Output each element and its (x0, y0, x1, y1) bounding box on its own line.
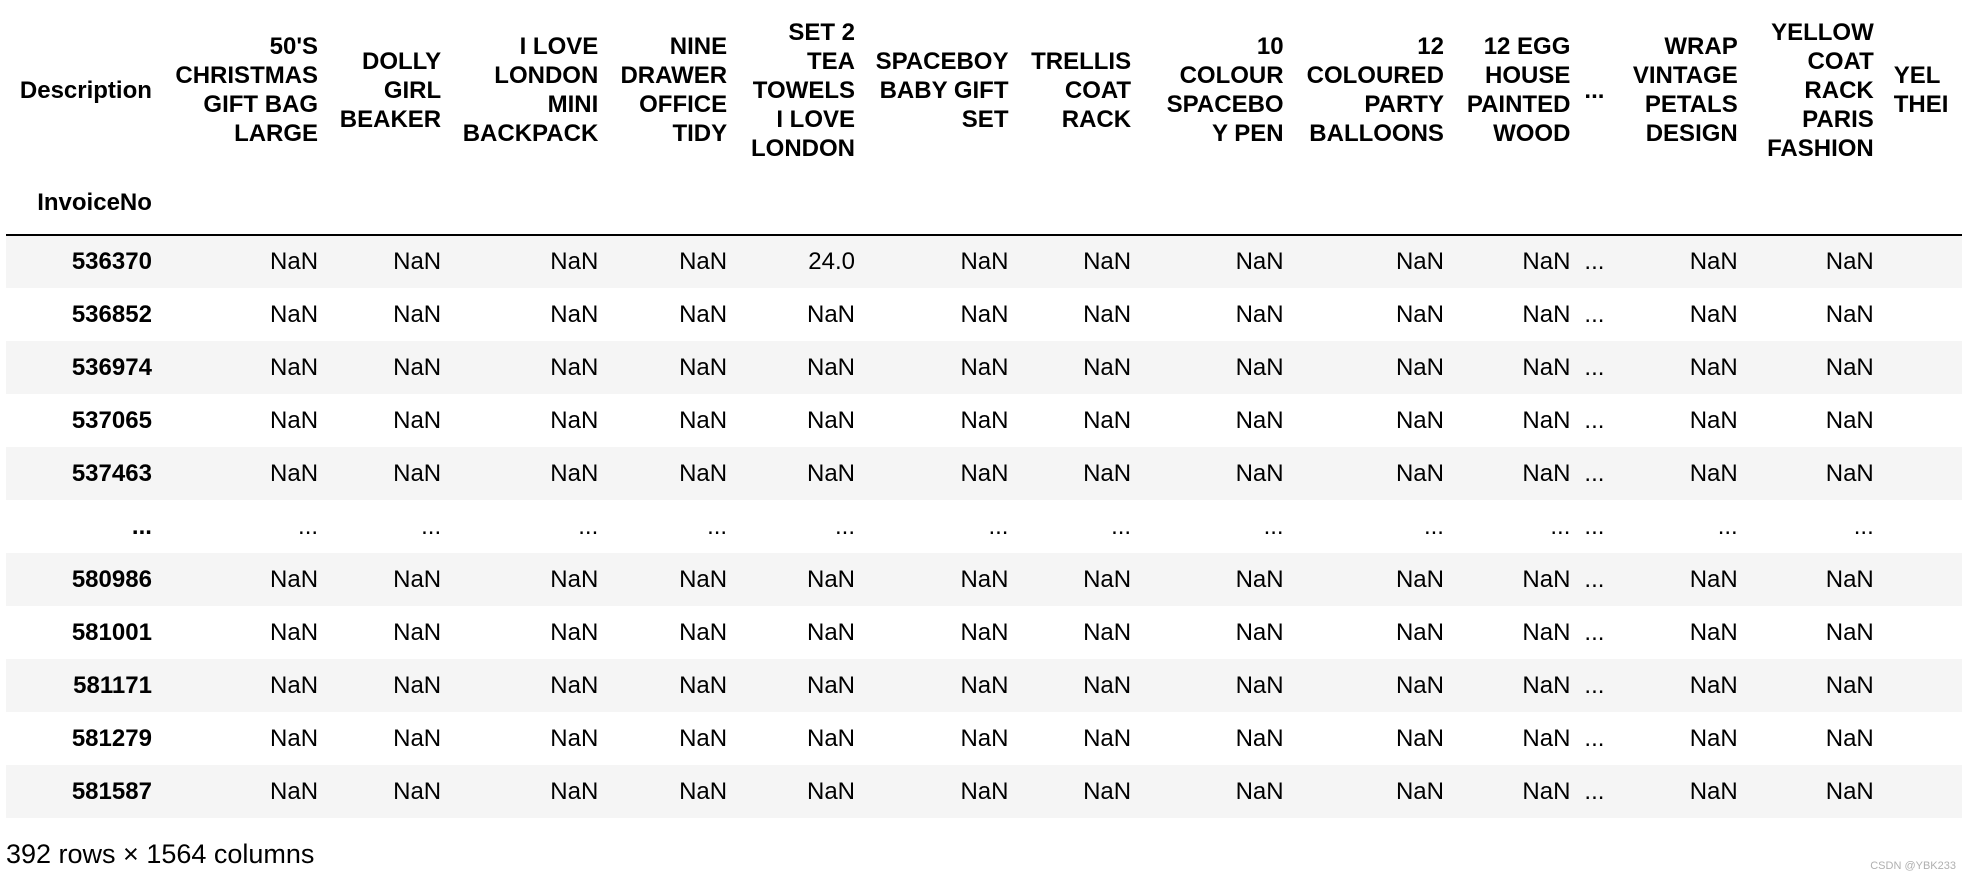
table-cell: NaN (550, 671, 599, 699)
table-cell: NaN (1522, 248, 1571, 275)
table-cell: NaN (1395, 671, 1444, 699)
table-row (6, 235, 1962, 288)
table-cell: ... (1584, 565, 1605, 593)
table-cell: NaN (960, 618, 1009, 646)
table-cell: NaN (270, 777, 319, 805)
table-cell: NaN (679, 671, 728, 699)
table-cell: ... (1584, 459, 1605, 487)
table-cell: NaN (1083, 724, 1132, 752)
column-header: DOLLY GIRL BEAKER (339, 47, 442, 133)
table-cell: NaN (1083, 353, 1132, 381)
table-cell (1884, 765, 1962, 818)
table-cell: NaN (1083, 618, 1132, 646)
table-cell: NaN (960, 459, 1009, 487)
table-row (6, 341, 1962, 394)
table-cell: NaN (1235, 406, 1284, 434)
dataframe-shape: 392 rows × 1564 columns (6, 839, 315, 869)
table-cell (1884, 288, 1962, 341)
table-cell: NaN (270, 353, 319, 381)
table-cell: ... (1584, 406, 1605, 434)
index-row-spacer (1294, 176, 1454, 235)
table-cell: NaN (1395, 565, 1444, 593)
table-cell: NaN (393, 618, 442, 646)
table-cell: NaN (1522, 618, 1571, 646)
table-cell (1884, 235, 1962, 288)
table-cell: ... (1853, 512, 1874, 540)
table-cell: NaN (1689, 248, 1738, 275)
table-cell: NaN (807, 565, 856, 593)
table-cell (1884, 553, 1962, 606)
column-header: NINE DRAWER OFFICE TIDY (620, 33, 728, 147)
table-cell: NaN (393, 671, 442, 699)
table-cell: NaN (807, 459, 856, 487)
table-cell (1884, 394, 1962, 447)
table-cell: NaN (679, 406, 728, 434)
index-name-label: InvoiceNo (37, 188, 152, 216)
index-row-spacer (608, 176, 737, 235)
table-cell: NaN (270, 248, 319, 275)
table-row (6, 553, 1962, 606)
table-cell: NaN (960, 565, 1009, 593)
index-row-spacer (451, 176, 608, 235)
table-cell: ... (1584, 353, 1605, 381)
table-cell: NaN (960, 300, 1009, 328)
index-row-spacer (1615, 176, 1748, 235)
table-cell: NaN (270, 300, 319, 328)
table-cell: ... (1584, 777, 1605, 805)
table-cell: NaN (960, 353, 1009, 381)
row-index-label: 536974 (71, 353, 152, 381)
table-cell: ... (835, 512, 856, 540)
table-cell: NaN (1825, 671, 1874, 699)
table-cell: ... (578, 512, 599, 540)
table-cell: ... (1111, 512, 1132, 540)
table-cell: NaN (1522, 565, 1571, 593)
table-cell: NaN (1395, 248, 1444, 275)
table-cell: NaN (807, 777, 856, 805)
table-cell: NaN (550, 353, 599, 381)
table-cell: NaN (1235, 671, 1284, 699)
column-header: 12 COLOURED PARTY BALLOONS (1306, 33, 1444, 147)
table-cell: NaN (1689, 724, 1738, 752)
table-row (6, 288, 1962, 341)
watermark: CSDN @YBK233 (1870, 860, 1956, 872)
table-cell: ... (1584, 300, 1605, 328)
index-row-spacer (1580, 176, 1615, 235)
table-cell: NaN (679, 300, 728, 328)
column-header: I LOVE LONDON MINI BACKPACK (462, 33, 599, 147)
table-cell: NaN (270, 671, 319, 699)
table-cell: NaN (1235, 618, 1284, 646)
table-cell: NaN (1522, 300, 1571, 328)
index-row-spacer (1018, 176, 1141, 235)
table-cell: NaN (1825, 565, 1874, 593)
table-row (6, 447, 1962, 500)
table-cell: NaN (1689, 565, 1738, 593)
table-cell (1884, 712, 1962, 765)
table-cell: NaN (270, 406, 319, 434)
table-cell: NaN (1235, 459, 1284, 487)
column-header: 10 COLOUR SPACEBOY PEN (1166, 33, 1284, 147)
table-cell: ... (707, 512, 728, 540)
dataframe-table (6, 0, 1962, 818)
table-cell: NaN (679, 618, 728, 646)
table-cell: NaN (1522, 353, 1571, 381)
table-cell: ... (1584, 724, 1605, 752)
row-index-label: 536370 (71, 248, 152, 275)
index-row-spacer (162, 176, 328, 235)
table-cell: ... (1584, 671, 1605, 699)
table-cell: NaN (1083, 777, 1132, 805)
table-cell: NaN (1825, 618, 1874, 646)
columns-name-label: Description (19, 76, 152, 104)
table-cell: NaN (1395, 300, 1444, 328)
table-cell: NaN (1395, 724, 1444, 752)
table-cell: 24.0 (808, 248, 856, 275)
table-cell: NaN (1825, 248, 1874, 275)
table-cell: ... (421, 512, 442, 540)
row-index-label: 581171 (73, 671, 152, 699)
table-cell: NaN (270, 724, 319, 752)
table-cell: NaN (679, 459, 728, 487)
table-cell: NaN (550, 406, 599, 434)
row-index-label: 536852 (71, 300, 152, 328)
table-cell: NaN (1395, 459, 1444, 487)
row-index-label: 537463 (71, 459, 152, 487)
table-cell: NaN (1083, 459, 1132, 487)
table-row (6, 606, 1962, 659)
table-cell: NaN (1825, 406, 1874, 434)
index-row-spacer (865, 176, 1018, 235)
column-header: WRAP VINTAGE PETALS DESIGN (1632, 33, 1738, 147)
table-cell: NaN (393, 406, 442, 434)
table-cell: NaN (1522, 459, 1571, 487)
table-cell: NaN (1083, 406, 1132, 434)
table-cell: ... (1717, 512, 1738, 540)
table-cell: NaN (1083, 300, 1132, 328)
table-cell: NaN (1083, 248, 1132, 275)
table-cell: NaN (550, 724, 599, 752)
table-cell: NaN (1825, 724, 1874, 752)
table-cell: NaN (960, 724, 1009, 752)
table-cell: NaN (960, 671, 1009, 699)
table-cell (1884, 447, 1962, 500)
table-cell: NaN (960, 406, 1009, 434)
table-cell: NaN (1522, 406, 1571, 434)
table-cell: NaN (1235, 777, 1284, 805)
row-index-label: 580986 (71, 565, 152, 593)
table-cell: NaN (679, 724, 728, 752)
table-cell: NaN (270, 618, 319, 646)
table-cell (1884, 606, 1962, 659)
table-cell: NaN (1395, 406, 1444, 434)
table-cell: NaN (1395, 353, 1444, 381)
table-cell: ... (1584, 618, 1605, 646)
column-header: TRELLIS COAT RACK (1031, 47, 1132, 133)
table-cell: NaN (270, 565, 319, 593)
column-header: YELLOW COAT RACK PARIS FASHION (1767, 18, 1874, 162)
table-cell: NaN (679, 777, 728, 805)
table-cell (1884, 500, 1962, 553)
table-cell: NaN (807, 724, 856, 752)
table-cell: NaN (550, 618, 599, 646)
table-row (6, 394, 1962, 447)
table-cell: NaN (1825, 777, 1874, 805)
table-cell: NaN (393, 300, 442, 328)
column-header-ellipsis: ... (1584, 76, 1605, 104)
table-cell (1884, 341, 1962, 394)
table-cell: NaN (1235, 353, 1284, 381)
table-cell: NaN (550, 300, 599, 328)
row-index-label: 537065 (71, 406, 152, 434)
table-cell: NaN (393, 565, 442, 593)
table-cell: ... (988, 512, 1009, 540)
table-cell: NaN (550, 248, 599, 275)
table-cell: ... (1550, 512, 1571, 540)
table-body (6, 235, 1962, 818)
index-name-row (6, 176, 1962, 235)
table-cell: NaN (1825, 300, 1874, 328)
table-cell: NaN (1083, 671, 1132, 699)
table-cell: NaN (1522, 724, 1571, 752)
table-cell: NaN (550, 459, 599, 487)
index-row-spacer (1454, 176, 1580, 235)
table-cell: NaN (393, 353, 442, 381)
table-cell: NaN (1235, 248, 1284, 275)
table-cell: NaN (270, 459, 319, 487)
table-cell: NaN (1235, 565, 1284, 593)
table-cell: ... (298, 512, 319, 540)
table-cell: NaN (393, 248, 442, 275)
table-cell: ... (1423, 512, 1444, 540)
index-row-spacer (328, 176, 451, 235)
table-row (6, 712, 1962, 765)
table-cell: NaN (807, 671, 856, 699)
table-cell: NaN (1522, 777, 1571, 805)
table-cell: NaN (1689, 618, 1738, 646)
row-index-label: ... (131, 512, 152, 540)
table-cell: NaN (807, 618, 856, 646)
column-header: 12 EGG HOUSE PAINTED WOOD (1466, 33, 1571, 147)
table-row (6, 659, 1962, 712)
table-cell: NaN (1689, 671, 1738, 699)
table-cell: NaN (807, 406, 856, 434)
table-cell: NaN (1083, 565, 1132, 593)
table-cell: NaN (960, 248, 1009, 275)
table-cell: NaN (1689, 353, 1738, 381)
column-header: SET 2 TEA TOWELS I LOVE LONDON (751, 18, 856, 162)
table-cell: NaN (1689, 777, 1738, 805)
table-cell: NaN (393, 459, 442, 487)
table-row (6, 500, 1962, 553)
row-index-label: 581001 (71, 618, 152, 646)
table-cell: NaN (807, 300, 856, 328)
table-row (6, 765, 1962, 818)
table-cell: NaN (1689, 300, 1738, 328)
column-header-row (6, 0, 1962, 176)
table-cell: NaN (1825, 353, 1874, 381)
index-row-spacer (737, 176, 865, 235)
table-cell: NaN (960, 777, 1009, 805)
index-row-spacer (1141, 176, 1293, 235)
row-index-label: 581279 (71, 724, 152, 752)
table-cell (1884, 659, 1962, 712)
table-cell: NaN (1689, 459, 1738, 487)
table-cell: NaN (393, 724, 442, 752)
table-cell: NaN (807, 353, 856, 381)
dataframe-output (6, 0, 1962, 818)
table-cell: ... (1584, 248, 1605, 275)
index-row-spacer (1884, 176, 1962, 235)
table-cell: NaN (1395, 618, 1444, 646)
table-cell: ... (1584, 512, 1605, 540)
table-cell: NaN (550, 565, 599, 593)
column-header: SPACEBOY BABY GIFT SET (875, 47, 1009, 133)
table-cell: NaN (1235, 300, 1284, 328)
table-cell: NaN (1395, 777, 1444, 805)
column-header: YEL THEI (1893, 62, 1949, 118)
table-cell: NaN (550, 777, 599, 805)
table-cell: NaN (1522, 671, 1571, 699)
row-index-label: 581587 (71, 777, 152, 805)
table-cell: ... (1263, 512, 1284, 540)
table-cell: NaN (1235, 724, 1284, 752)
index-row-spacer (1748, 176, 1884, 235)
table-cell: NaN (1689, 406, 1738, 434)
table-cell: NaN (679, 248, 728, 275)
table-cell: NaN (1825, 459, 1874, 487)
column-header: 50'S CHRISTMAS GIFT BAG LARGE (175, 33, 319, 147)
table-cell: NaN (679, 353, 728, 381)
table-cell: NaN (393, 777, 442, 805)
table-cell: NaN (679, 565, 728, 593)
